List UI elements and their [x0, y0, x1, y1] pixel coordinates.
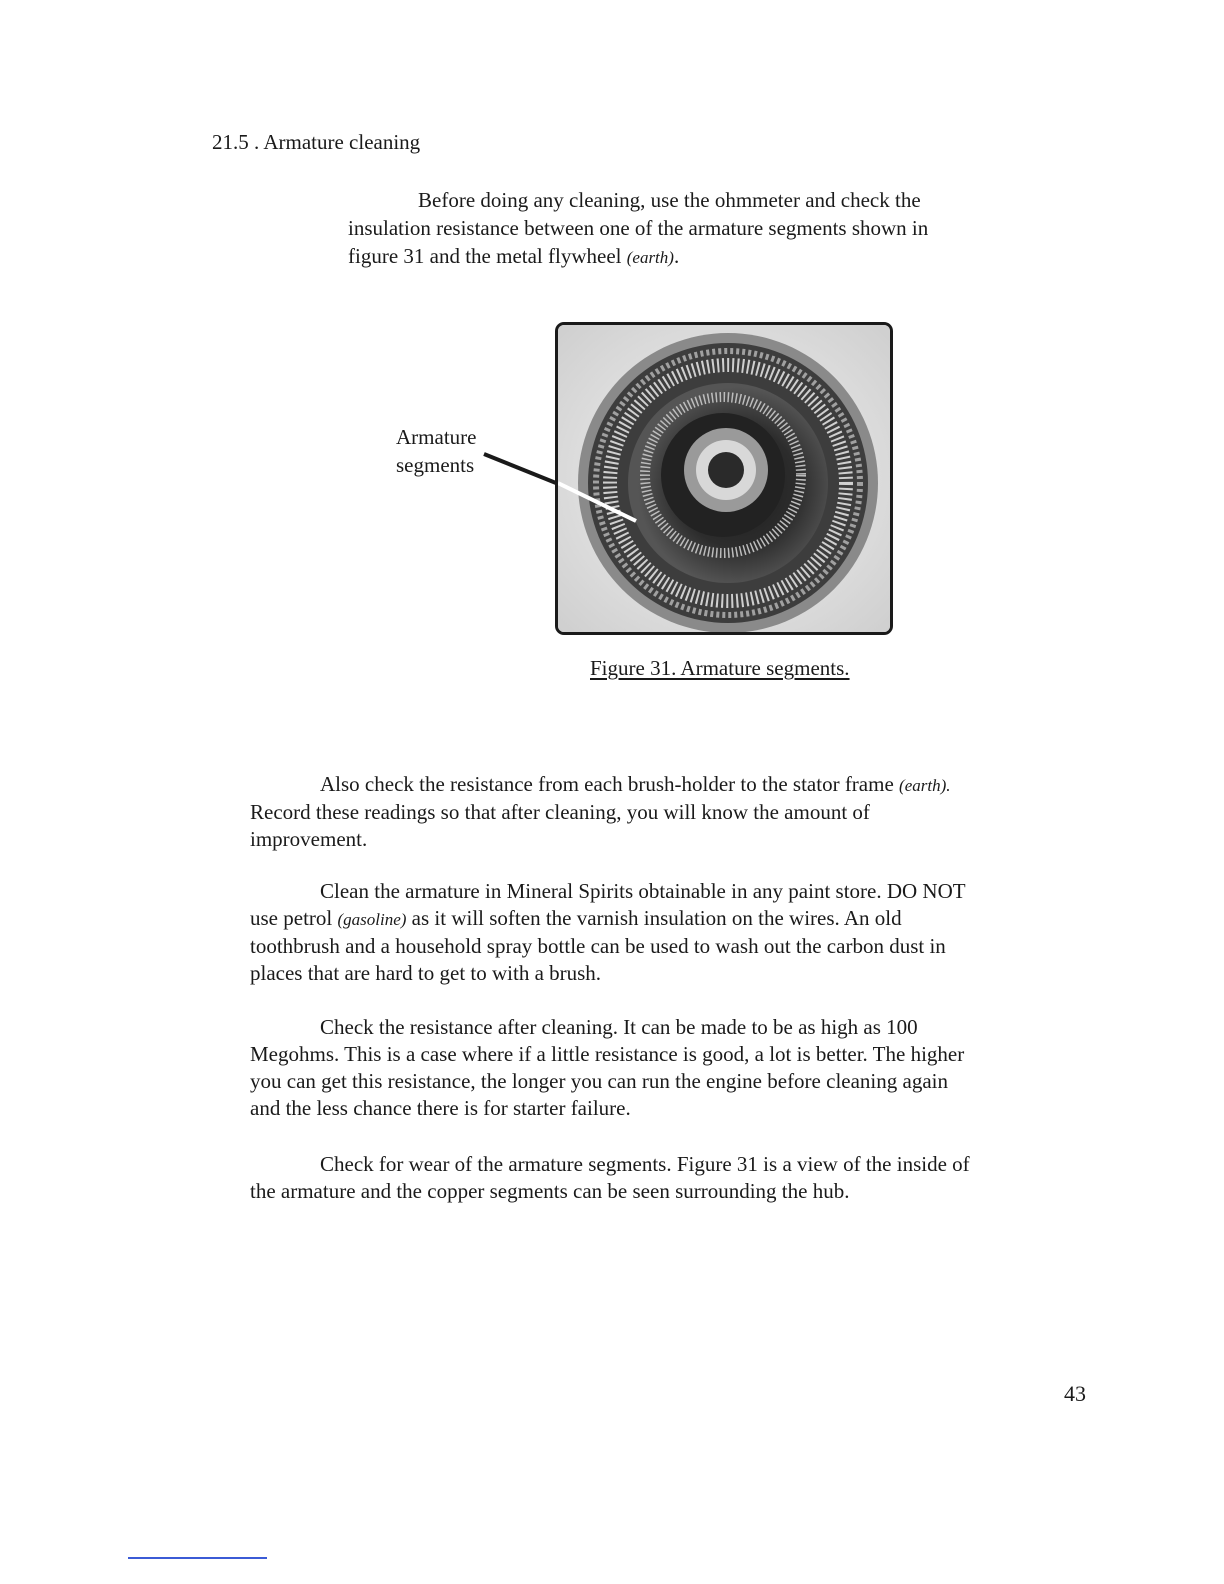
page-number: 43	[1064, 1381, 1086, 1406]
p2-rest: as it will soften the varnish insulation on the wires. An old toothbrush and a household spray bottle can be used to wash out the carbon dust in places that are hard to get to with a brush.	[250, 906, 946, 985]
footnote-rule	[128, 1557, 267, 1559]
figure-callout-label	[396, 423, 476, 479]
paragraph-wear	[250, 1151, 980, 1205]
p3-text: Check the resistance after cleaning. It can be made to be as high as 100 Megohms. This is a case where if a little resistance is good, a lot is better. The higher you can get this resistance, the longer you can run the engine before cleaning again and the less chance there is for starter failure.	[250, 1015, 965, 1120]
p1-rest: Record these readings so that after cleaning, you will know the amount of improvement.	[250, 800, 870, 851]
callout-pointer-line	[480, 452, 620, 532]
p1-earth-note: (earth).	[899, 776, 951, 795]
intro-text: Before doing any cleaning, use the ohmmeter and check the insulation resistance between one of the armature segments shown in figure 31 and the metal flywheel	[348, 188, 929, 268]
paragraph-brush-holder	[250, 771, 980, 853]
p4-text: Check for wear of the armature segments. Figure 31 is a view of the inside of the armature and the copper segments can be seen surrounding the hub.	[250, 1152, 970, 1203]
figure-caption: Figure 31. Armature segments.	[590, 656, 850, 680]
paragraph-resistance	[250, 1014, 980, 1122]
p2-gasoline-note: (gasoline)	[337, 910, 407, 929]
callout-line-2: segments	[396, 453, 475, 477]
callout-line-1: Armature	[396, 425, 477, 449]
section-heading: 21.5 . Armature cleaning	[212, 130, 421, 154]
p1-lead: Also check the resistance from each brush-holder to the stator frame	[320, 772, 900, 796]
paragraph-cleaning	[250, 878, 980, 987]
intro-period: .	[673, 244, 680, 268]
p2-lead: Clean the armature in Mineral Spirits obtainable in any paint store. DO NOT use petrol	[250, 879, 966, 930]
intro-paragraph	[348, 186, 978, 272]
intro-earth-note: (earth)	[626, 248, 674, 267]
